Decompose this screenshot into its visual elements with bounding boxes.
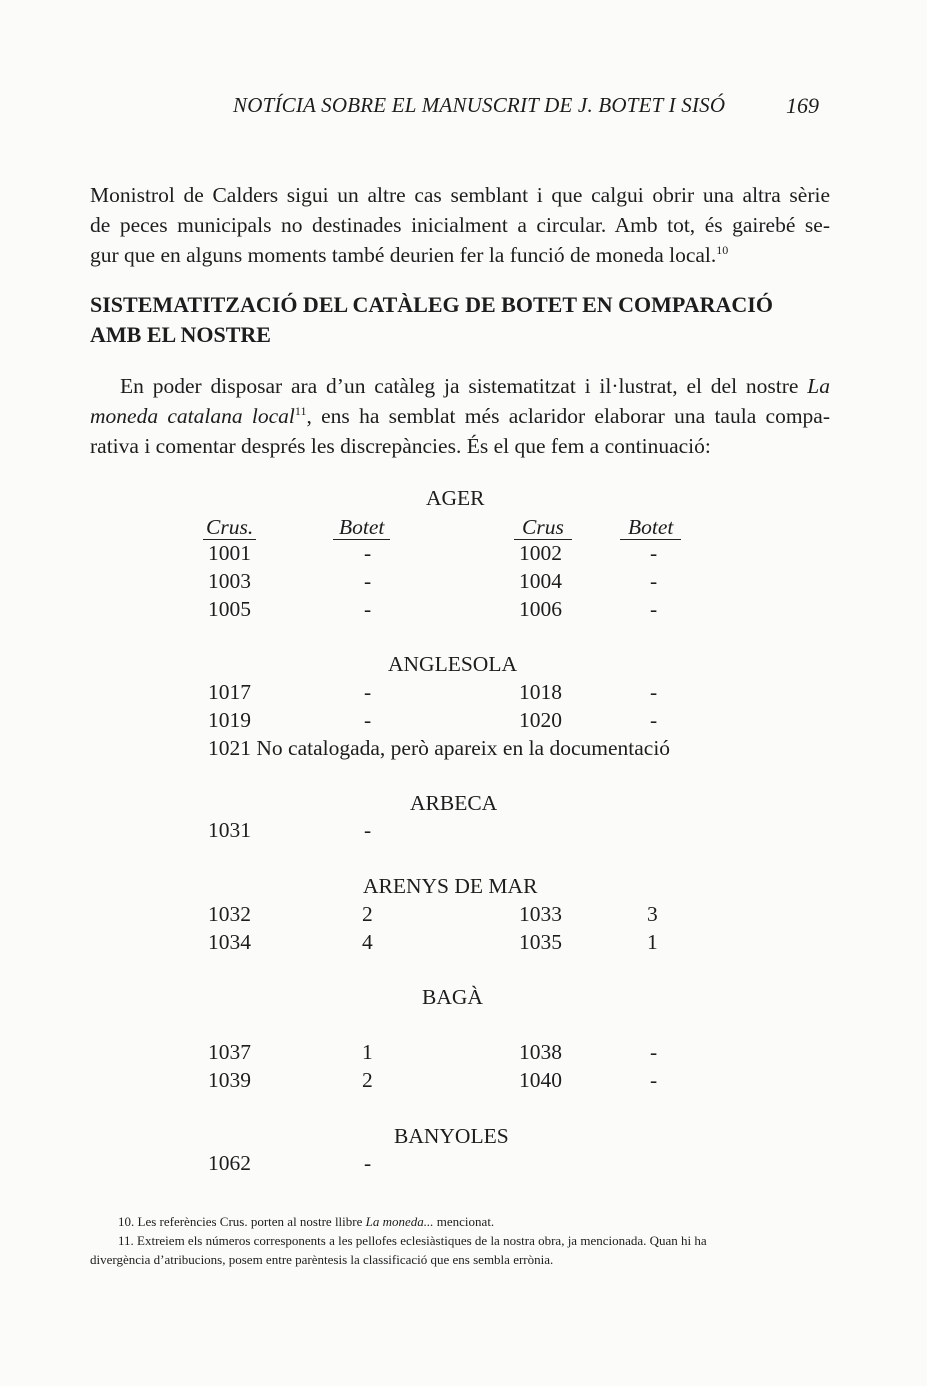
- table-cell: -: [650, 597, 658, 621]
- group-title-anglesola: ANGLESOLA: [388, 652, 517, 676]
- table-cell: -: [650, 680, 658, 704]
- footnote-ref-10[interactable]: 10: [716, 242, 729, 257]
- footnote-ref-11[interactable]: 11: [294, 403, 307, 418]
- table-cell: -: [364, 708, 372, 732]
- table-cell: 1039: [208, 1068, 251, 1092]
- body-line-3: rativa i comentar després les discrepàncies. És el que fem a continuació:: [90, 434, 711, 458]
- table-cell: 4: [362, 930, 373, 954]
- table-cell: 1033: [519, 902, 562, 926]
- table-cell: 1005: [208, 597, 251, 621]
- footnotes: [90, 1212, 830, 1269]
- table-cell: 3: [647, 902, 658, 926]
- footnote-11-line-1: Extreiem els números corresponents a les pellofes eclesiàstiques de la nostra obra, ja mencionada. Quan hi ha: [137, 1233, 707, 1248]
- col-header-crus-2: Crus: [514, 515, 572, 540]
- table-cell: 1018: [519, 680, 562, 704]
- col-header-botet-1: Botet: [333, 515, 390, 540]
- table-cell: 1031: [208, 818, 251, 842]
- table-cell: 2: [362, 1068, 373, 1092]
- table-cell: 1: [647, 930, 658, 954]
- col-header-botet-2: Botet: [620, 515, 681, 540]
- table-cell: -: [364, 569, 372, 593]
- col-header-crus-1: Crus.: [203, 515, 256, 540]
- body-line-1: [90, 371, 830, 401]
- section-heading-line-1: SISTEMATITZACIÓ DEL CATÀLEG DE BOTET EN COMPARACIÓ: [90, 292, 773, 317]
- table-cell: 1: [362, 1040, 373, 1064]
- table-cell: 1037: [208, 1040, 251, 1064]
- table-note: 1021 No catalogada, però apareix en la documentació: [208, 736, 671, 760]
- table-cell: -: [650, 1040, 658, 1064]
- table-cell: 2: [362, 902, 373, 926]
- table-cell: 1032: [208, 902, 251, 926]
- table-cell: -: [650, 541, 658, 565]
- table-cell: 1062: [208, 1151, 251, 1175]
- group-title-arbeca: ARBECA: [410, 791, 498, 815]
- running-title: NOTÍCIA SOBRE EL MANUSCRIT DE J. BOTET I SISÓ: [233, 93, 726, 117]
- intro-line-3-text: gur que en alguns moments també deurien fer la funció de moneda local.: [90, 243, 717, 267]
- table-cell: -: [364, 818, 372, 842]
- footnote-11-line-2: divergència d’atribucions, posem entre parèntesis la classificació que ens sembla errònia.: [90, 1252, 554, 1267]
- table-cell: -: [364, 1151, 372, 1175]
- table-cell: -: [650, 569, 658, 593]
- body-line-1-italic: La: [807, 374, 830, 398]
- table-cell: 1038: [519, 1040, 562, 1064]
- body-line-1-text: En poder disposar ara d’un catàleg ja sistematitzat i il·lustrat, el del nostre: [120, 374, 799, 398]
- body-line-2: [90, 401, 830, 431]
- footnote-10-number: 10.: [118, 1214, 135, 1229]
- table-cell: -: [364, 597, 372, 621]
- table-cell: -: [650, 1068, 658, 1092]
- footnote-11: [90, 1231, 830, 1250]
- footnote-10-italic: La moneda...: [365, 1214, 434, 1229]
- intro-line-2: de peces municipals no destinades inicialment a circular. Amb tot, és gairebé se-: [90, 213, 830, 237]
- intro-line-1: Monistrol de Calders sigui un altre cas semblant i que calgui obrir una altra sèrie: [90, 183, 830, 207]
- table-cell: 1006: [519, 597, 562, 621]
- section-heading-line-2: AMB EL NOSTRE: [90, 322, 271, 347]
- body-paragraph: [90, 371, 830, 461]
- page-number: 169: [786, 93, 819, 118]
- table-cell: 1004: [519, 569, 562, 593]
- body-line-2-text: , ens ha semblat més aclaridor elaborar una taula compa-: [306, 404, 830, 428]
- intro-line-3: [90, 240, 830, 270]
- table-cell: 1019: [208, 708, 251, 732]
- table-cell: 1020: [519, 708, 562, 732]
- table-cell: -: [364, 680, 372, 704]
- table-cell: -: [650, 708, 658, 732]
- table-cell: 1034: [208, 930, 251, 954]
- table-cell: 1001: [208, 541, 251, 565]
- intro-paragraph: [90, 180, 830, 270]
- table-cell: 1003: [208, 569, 251, 593]
- group-title-arenys-de-mar: ARENYS DE MAR: [363, 874, 538, 898]
- footnote-10-text-b: mencionat.: [436, 1214, 495, 1229]
- table-cell: -: [364, 541, 372, 565]
- group-title-ager: AGER: [426, 486, 485, 510]
- group-title-baga: BAGÀ: [422, 985, 483, 1009]
- table-cell: 1035: [519, 930, 562, 954]
- group-title-banyoles: BANYOLES: [394, 1124, 509, 1148]
- table-cell: 1017: [208, 680, 251, 704]
- table-cell: 1002: [519, 541, 562, 565]
- section-heading: [90, 290, 830, 350]
- footnote-10-text-a: Les referències Crus. porten al nostre llibre: [137, 1214, 363, 1229]
- table-cell: 1040: [519, 1068, 562, 1092]
- body-line-2-italic: moneda catalana local: [90, 404, 295, 428]
- footnote-10: [90, 1212, 830, 1231]
- footnote-11-number: 11.: [118, 1233, 134, 1248]
